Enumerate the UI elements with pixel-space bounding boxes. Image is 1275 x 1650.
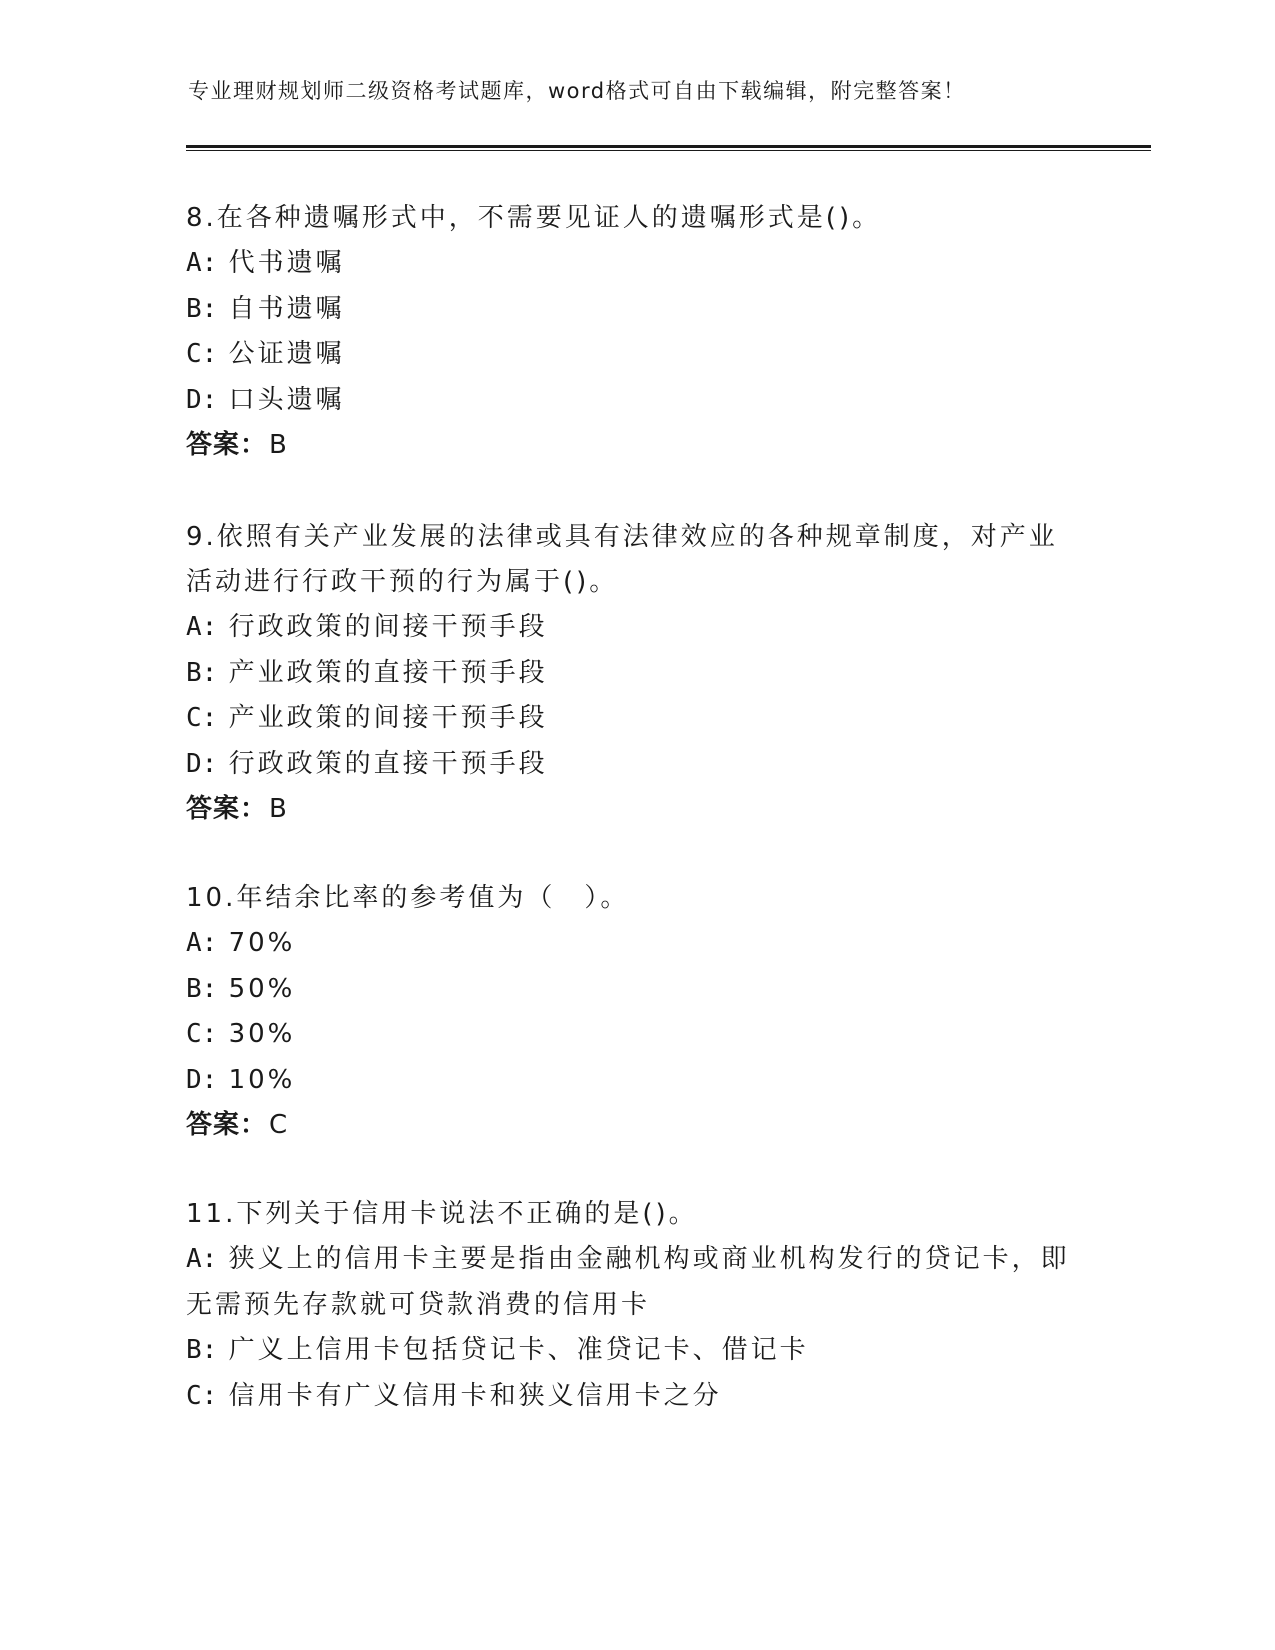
question-stem: 9.依照有关产业发展的法律或具有法律效应的各种规章制度，对产业 — [186, 522, 1058, 552]
answer-label: 答案： — [186, 794, 268, 824]
option-a-continued: 无需预先存款就可贷款消费的信用卡 — [186, 1289, 651, 1320]
option-text: 口头遗嘱 — [228, 384, 345, 415]
answer-line — [186, 787, 1116, 832]
option-text: 狭义上的信用卡主要是指由金融机构或商业机构发行的贷记卡，即 — [228, 1244, 1070, 1274]
option-d — [186, 378, 1116, 424]
option-a — [186, 921, 1116, 967]
page-header: 专业理财规划师二级资格考试题库，word格式可自由下载编辑，附完整答案！ — [188, 79, 966, 103]
answer-value: C — [269, 1110, 289, 1140]
header-divider — [186, 145, 1151, 151]
option-text: 自书遗嘱 — [228, 293, 345, 324]
option-letter: C: — [186, 339, 218, 369]
answer-label: 答案： — [186, 1110, 268, 1140]
option-letter: D: — [186, 384, 218, 415]
question-stem: 11.下列关于信用卡说法不正确的是()。 — [186, 1199, 698, 1229]
option-a — [186, 241, 1116, 287]
option-letter: D: — [186, 1064, 218, 1095]
answer-line — [186, 1103, 1116, 1148]
option-text: 10% — [228, 1064, 296, 1095]
question-stem-continued: 活动进行行政干预的行为属于()。 — [186, 567, 619, 597]
question-10 — [186, 876, 1116, 1148]
question-stem: 8.在各种遗嘱形式中，不需要见证人的遗嘱形式是()。 — [186, 203, 882, 233]
option-b — [186, 651, 1116, 697]
option-letter: B: — [186, 973, 218, 1004]
option-c — [186, 332, 1116, 378]
option-text: 代书遗嘱 — [228, 248, 345, 278]
option-text: 行政政策的直接干预手段 — [228, 748, 548, 779]
option-letter: C: — [186, 1019, 218, 1049]
option-letter: A: — [186, 612, 218, 642]
option-text: 产业政策的直接干预手段 — [228, 657, 548, 688]
option-text: 产业政策的间接干预手段 — [228, 703, 548, 733]
option-d — [186, 742, 1116, 788]
option-text: 50% — [228, 973, 296, 1004]
option-letter: C: — [186, 1380, 218, 1411]
question-stem: 10.年结余比率的参考值为（ ）。 — [186, 883, 630, 913]
question-9 — [186, 515, 1116, 832]
option-text: 信用卡有广义信用卡和狭义信用卡之分 — [228, 1380, 722, 1411]
option-text: 行政政策的间接干预手段 — [228, 612, 548, 642]
answer-label: 答案： — [186, 430, 268, 460]
option-b — [186, 967, 1116, 1013]
option-letter: A: — [186, 1244, 218, 1274]
option-letter: A: — [186, 928, 218, 958]
option-text: 广义上信用卡包括贷记卡、准贷记卡、借记卡 — [228, 1335, 809, 1365]
option-letter: A: — [186, 248, 218, 278]
option-text: 70% — [228, 928, 296, 958]
option-c — [186, 1012, 1116, 1058]
option-c — [186, 696, 1116, 742]
option-letter: C: — [186, 703, 218, 733]
option-a — [186, 1237, 1116, 1283]
option-b — [186, 1328, 1116, 1374]
option-a — [186, 605, 1116, 651]
option-letter: B: — [186, 1335, 218, 1365]
question-11 — [186, 1192, 1116, 1419]
option-letter: B: — [186, 293, 218, 324]
option-d — [186, 1058, 1116, 1104]
question-8 — [186, 196, 1116, 468]
option-text: 公证遗嘱 — [228, 339, 345, 369]
answer-value: B — [269, 794, 288, 824]
answer-value: B — [269, 430, 288, 460]
option-text: 30% — [228, 1019, 296, 1049]
option-letter: D: — [186, 748, 218, 779]
option-c — [186, 1374, 1116, 1420]
option-b — [186, 287, 1116, 333]
option-letter: B: — [186, 657, 218, 688]
answer-line — [186, 423, 1116, 468]
